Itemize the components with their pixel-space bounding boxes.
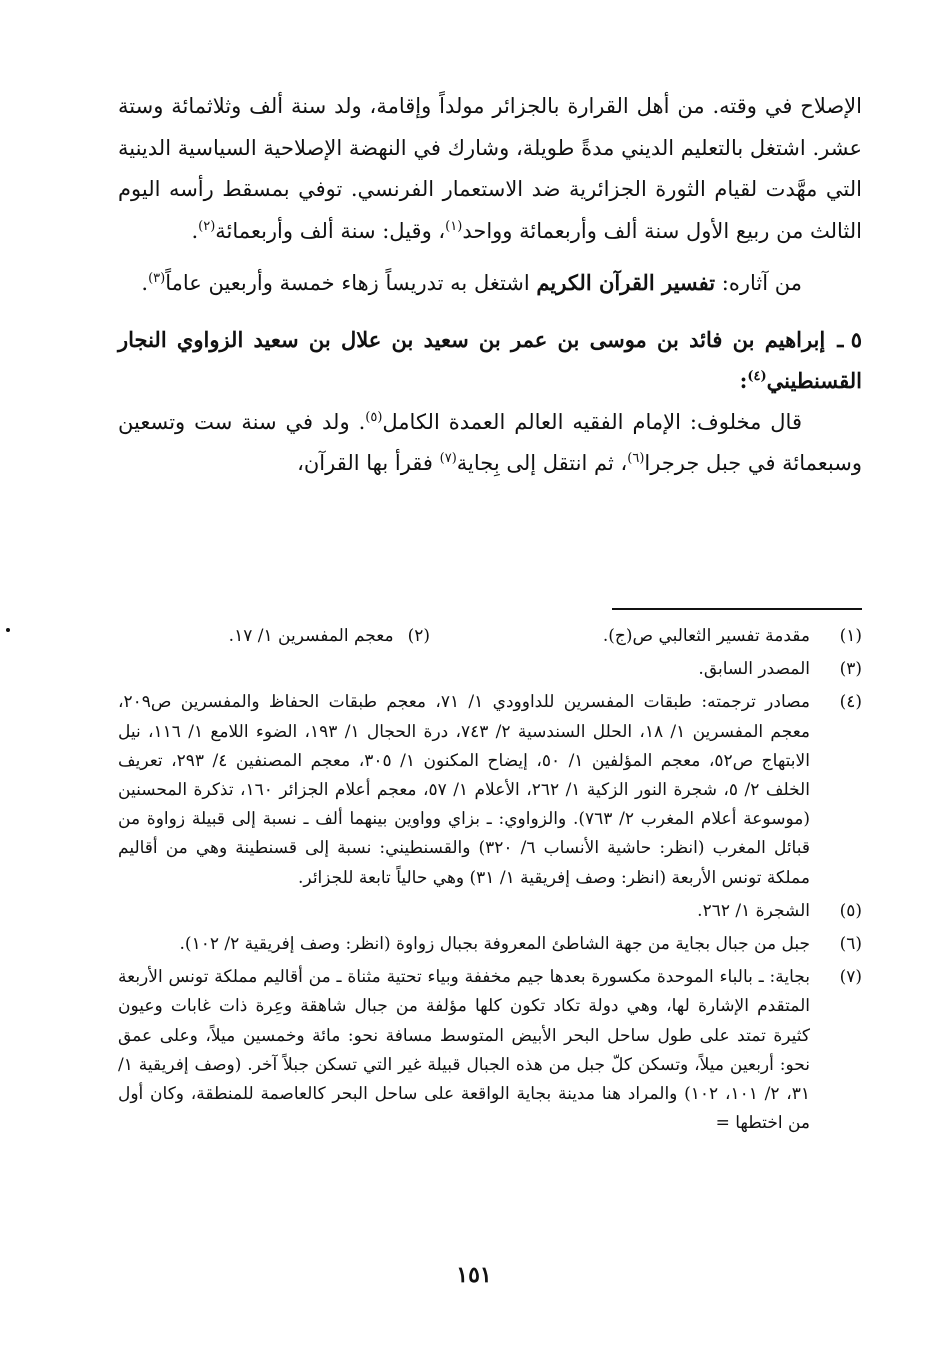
footnote-3 <box>118 655 862 684</box>
paragraph-3 <box>118 402 862 485</box>
paragraph-2-end: . <box>141 271 149 295</box>
footnote-number: (٤) <box>839 692 862 713</box>
footnote-text: جبل من جبال بجاية من جهة الشاطئ المعروفة بجبال زواوة (انظر: وصف إفريقية ٢/ ١٠٢). <box>179 934 810 955</box>
footnote-number: (٧) <box>839 967 862 988</box>
footnote-ref-6: (٦) <box>627 451 645 466</box>
footnote-7 <box>118 963 862 1138</box>
footnote-text: الشجرة ١/ ٢٦٢. <box>697 900 810 921</box>
footnote-text: المصدر السابق. <box>698 659 810 680</box>
footnote-text: بجاية: ـ بالباء الموحدة مكسورة بعدها جيم مخففة وبياء تحتية مثناة ـ من أقاليم مملكة تونس الأربعة المتقدم الإشارة لها، وهي دولة تكاد تكون كلها مؤلفة من جبال شاهقة وعِرة ذات غابات وعيون كثيرة تمتد على طول ساحل البحر الأبيض المتوسط مسافة نحو: مائة وخمسين ميلاً، وعلى عمق نحو: أربعين ميلاً، وتسكن كلّ جبل من هذه الجبال قبيلة غير التي تسكن جبلاً آخر. (وصف إفريقية ١/ ٣١، ٢/ ١٠١، ١٠٢) والمراد هنا مدينة بجاية الواقعة على ساحل البحر كالعاصمة للمنطقة، وكان أول من اختطها = <box>118 967 810 1134</box>
paragraph-1-mid: ، وقيل: سنة ألف وأربعمائة <box>215 218 446 243</box>
footnote-ref-2: (٢) <box>198 218 216 234</box>
footnote-4 <box>118 688 862 892</box>
footnote-5 <box>118 897 862 926</box>
paragraph-1-text: الإصلاح في وقته. من أهل القرارة بالجزائر مولداً وإقامة، ولد سنة ألف وثلاثمائة وستة عشر. اشتغل بالتعليم الديني مدةً طويلة، وشارك في النهضة الإصلاحية السياسية الدينية التي مهَّدت لقيام الثورة الجزائرية ضد الاستعمار الفرنسي. توفي بمسقط رأسه اليوم الثالث من ربيع الأول سنة ألف وأربعمائة وواحد <box>118 94 862 243</box>
footnote-ref-7: (٧) <box>439 451 457 466</box>
footnote-ref-5: (٥) <box>365 409 383 425</box>
entry-name: إبراهيم بن فائد بن موسى بن عمر بن سعيد بن علال بن سعيد الزواوي النجار القسنطيني <box>118 326 862 393</box>
footnote-6 <box>118 930 862 959</box>
footnote-ref-4: (٤) <box>747 369 767 384</box>
footnote-text <box>118 622 810 651</box>
footnote-text: مصادر ترجمته: طبقات المفسرين للداوودي ١/ ٧١، معجم طبقات الحفاظ والمفسرين ص٢٠٩، معجم المفسرين ١/ ١٨، الحلل السندسية ٢/ ٧٤٣، درة الحجال ١/ ١٩٣، الضوء اللامع ١/ ١١٦، نيل الابتهاج ص٥٢، معجم المؤلفين ١/ ٥٠، إيضاح المكنون ١/ ٣٠٥، معجم المصنفين ٤/ ٢٩٣، تعريف الخلف ٢/ ٥، شجرة النور الزكية ١/ ٢٦٢، الأعلام ١/ ٥٧، معجم أعلام الجزائر ١٦٠، تذكرة المحسنين (موسوعة أعلام المغرب ٢/ ٧٦٣). والزواوي: ـ بزاي وواوين بينهما ألف ـ نسبة إلى قبيلة زواوة من قبائل المغرب (انظر: حاشية الأنساب ٦/ ٣٢٠) والقسنطيني: نسبة إلى قسنطينة وهي من أقاليم مملكة تونس الأربعة (انظر: وصف إفريقية ١/ ٣١) وهي حالياً تابعة للجزائر. <box>118 692 810 888</box>
paragraph-3-b: . ولد في سنة ست وتسعين وسبعمائة في جبل جرجرا <box>118 409 862 475</box>
footnote-2-number: (٢) <box>407 626 430 646</box>
footnote-separator <box>612 608 862 610</box>
paragraph-2-book-title: تفسير القرآن الكريم <box>536 270 716 295</box>
footnote-1-2 <box>118 622 862 651</box>
entry-heading <box>118 319 862 402</box>
paragraph-1-end: . <box>191 218 199 243</box>
paragraph-2 <box>118 262 862 305</box>
main-text <box>118 86 862 485</box>
footnote-1-text: مقدمة تفسير الثعالبي ص(ج). <box>602 626 810 646</box>
page-number: ١٥١ <box>456 1262 492 1288</box>
paragraph-3-c: ، ثم انتقل إلى بِجاية <box>456 451 628 475</box>
footnote-number: (٦) <box>839 934 862 955</box>
paragraph-3-d: فقرأ بها القرآن، <box>297 451 440 475</box>
paragraph-3-a: قال مخلوف: الإمام الفقيه العالم العمدة الكامل <box>382 409 802 434</box>
paragraph-1 <box>118 86 862 252</box>
paragraph-2-rest: اشتغل به تدريساً زهاء خمسة وأربعين عاماً <box>165 271 537 295</box>
footnote-number: (١) <box>839 626 862 646</box>
footnote-2-text: معجم المفسرين ١/ ١٧. <box>228 626 394 646</box>
footnote-ref-3: (٣) <box>148 271 166 286</box>
entry-heading-colon: : <box>739 368 748 393</box>
paragraph-2-start: من آثاره: <box>715 271 802 295</box>
footnote-number: (٣) <box>839 659 862 680</box>
footnotes <box>118 622 862 1142</box>
scan-speck <box>6 628 10 632</box>
entry-number: ٥ ـ <box>837 326 862 352</box>
footnote-number: (٥) <box>839 900 862 921</box>
footnote-ref-1: (١) <box>445 218 463 234</box>
